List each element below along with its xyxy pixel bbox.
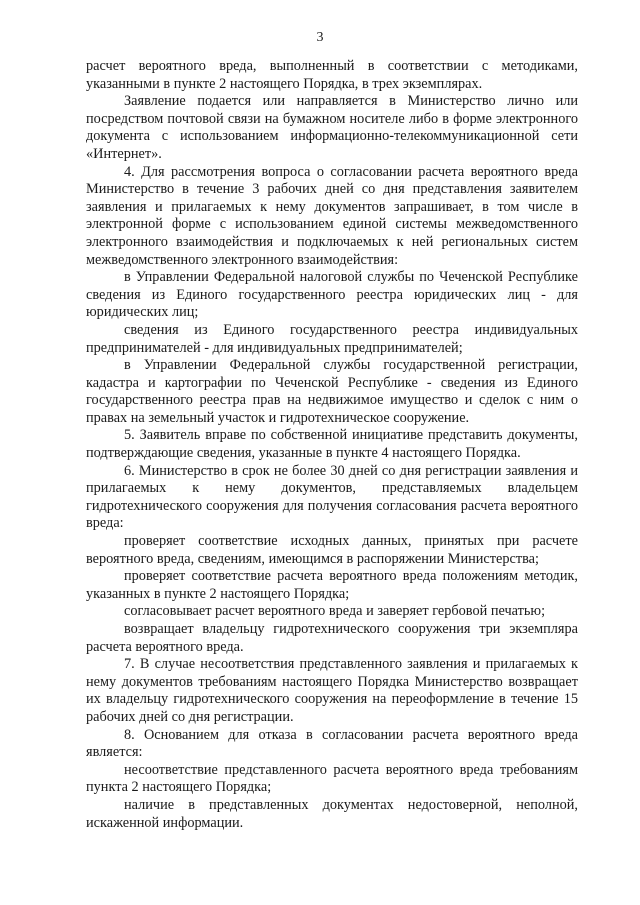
paragraph: сведения из Единого государственного реестра индивидуальных предпринимателей - для индивидуальных предпринимателей; — [86, 321, 578, 356]
paragraph: согласовывает расчет вероятного вреда и заверяет гербовой печатью; — [124, 603, 546, 620]
paragraph: проверяет соответствие исходных данных, принятых при расчете вероятного вреда, сведениям, имеющимся в распоряжении Министерства; — [86, 533, 578, 567]
paragraph: наличие в представленных документах недостоверной, неполной, искаженной информации. — [86, 796, 578, 831]
paragraph: возвращает владельцу гидротехнического сооружения три экземпляра расчета вероятного вреда. — [86, 621, 578, 655]
page-number: 3 — [316, 30, 324, 45]
paragraph: расчет вероятного вреда, выполненный в соответствии с методиками, указанными в пункте 2 настоящего Порядка, в трех экземплярах. — [86, 58, 578, 92]
paragraph: 4. Для рассмотрения вопроса о согласовании расчета вероятного вреда Министерство в течение 3 рабочих дней со дня представления заявителем заявления и прилагаемых к нему документов запрашивает, в том числе в электронной форме с использованием единой системы межведомственного электронного взаимодействия и подключаемых к ней региональных систем межведомственного электронного взаимодействия: — [86, 163, 578, 268]
paragraph: 7. В случае несоответствия представленного заявления и прилагаемых к нему документов требованиям настоящего Порядка Министерство возвращает их владельцу гидротехнического сооружения на переоформление в течение 15 рабочих дней со дня регистрации. — [86, 656, 578, 725]
paragraph: 5. Заявитель вправе по собственной инициативе представить документы, подтверждающие сведения, указанные в пункте 4 настоящего Порядка. — [86, 427, 578, 462]
paragraph: Заявление подается или направляется в Министерство лично или посредством почтовой связи на бумажном носителе либо в форме электронного документа с использованием информационно-телекоммуникационной сети «Интернет». — [86, 93, 578, 162]
paragraph: в Управлении Федеральной службы государственной регистрации, кадастра и картографии по Чеченской Республике - сведения из Единого государственного реестра прав на недвижимое имущество и сделок с ним о правах на земельный участок и гидротехническое сооружение. — [86, 357, 578, 426]
paragraph: в Управлении Федеральной налоговой службы по Чеченской Республике сведения из Единого государственного реестра юридических лиц - для юридических лиц; — [86, 269, 578, 321]
paragraph: несоответствие представленного расчета вероятного вреда требованиям пункта 2 настоящего Порядка; — [86, 761, 578, 796]
body-text — [86, 58, 578, 832]
paragraph: проверяет соответствие расчета вероятного вреда положениям методик, указанных в пункте 2 настоящего Порядка; — [86, 568, 578, 602]
paragraph: 6. Министерство в срок не более 30 дней со дня регистрации заявления и прилагаемых к нему документов, представляемых владельцем гидротехнического сооружения для получения согласования расчета вероятного вреда: — [86, 462, 578, 532]
paragraph: 8. Основанием для отказа в согласовании расчета вероятного вреда является: — [86, 726, 578, 761]
